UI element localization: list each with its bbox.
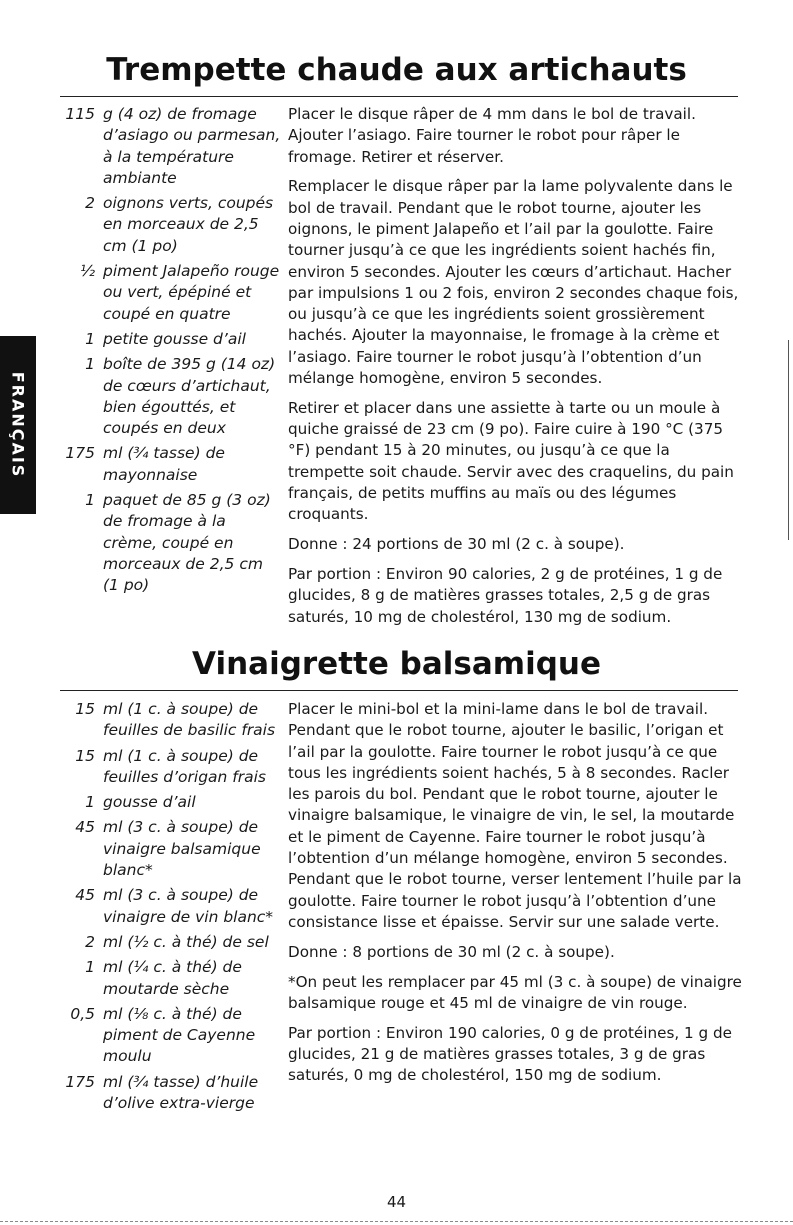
nutrition-text: Par portion : Environ 90 calories, 2 g de protéines, 1 g de glucides, 8 g de matières grasses totales, 2,5 g de gras saturés, 10 mg de cholestérol, 130 mg de sodium. xyxy=(288,564,723,626)
ingredient-item xyxy=(50,193,282,257)
ingredient-quantity: 15 xyxy=(75,746,95,765)
instruction-paragraph: Placer le disque râper de 4 mm dans le bol de travail. Ajouter l’asiago. Faire tourner le robot pour râper le fromage. Retirer et réserver. xyxy=(288,105,696,166)
ingredient-text: g (4 oz) de fromage d’asiago ou parmesan, à la température ambiante xyxy=(103,105,281,187)
page-bottom-divider xyxy=(0,1221,793,1222)
page-number: 44 xyxy=(386,1193,407,1211)
ingredient-item xyxy=(50,354,282,439)
ingredient-text: ml (3 c. à soupe) de vinaigre balsamique blanc* xyxy=(103,818,261,880)
yield-text: Donne : 24 portions de 30 ml (2 c. à soupe). xyxy=(288,535,625,554)
nutrition-text: Par portion : Environ 190 calories, 0 g de protéines, 1 g de glucides, 21 g de matières grasses totales, 3 g de gras saturés, 0 mg de cholestérol, 150 mg de sodium. xyxy=(288,1023,732,1085)
instructions xyxy=(288,104,742,636)
ingredient-item xyxy=(50,490,282,596)
ingredient-list xyxy=(50,104,282,601)
instruction-paragraph: Retirer et placer dans une assiette à tarte ou un moule à quiche graissé de 23 cm (9 po). Faire cuire à 190 °C (375 °F) pendant 15 à 20 minutes, ou jusqu’à ce que la trempette soit chaude. Servir avec des craquelins, du pain français, de petits muffins au maïs ou des légumes croquants. xyxy=(288,398,734,524)
ingredient-text: piment Jalapeño rouge ou vert, épépiné et coupé en quatre xyxy=(103,262,280,323)
ingredient-text: ml (⅛ c. à thé) de piment de Cayenne moulu xyxy=(103,1004,256,1066)
title-divider xyxy=(60,690,738,691)
ingredient-quantity: 1 xyxy=(85,355,95,374)
ingredient-list xyxy=(50,699,282,1118)
margin-line xyxy=(788,340,789,540)
ingredient-text: oignons verts, coupés en morceaux de 2,5 cm (1 po) xyxy=(103,194,274,255)
ingredient-item xyxy=(50,957,282,1000)
ingredient-quantity: 2 xyxy=(85,194,95,213)
instruction-paragraph: Remplacer le disque râper par la lame polyvalente dans le bol de travail. Pendant que le robot tourne, ajouter les oignons, le piment Jalapeño et l’ail par la goulotte. Faire tourner jusqu’à ce que les ingrédients soient hachés fin, environ 5 secondes. Ajouter les cœurs d’artichaut. Hacher par impulsions 1 ou 2 fois, environ 2 secondes chaque fois, ou jusqu’à ce que les ingrédients soient grossièrement hachés. Ajouter la mayonnaise, le fromage à la crème et l’asiago. Faire tourner le robot jusqu’à l’obtention d’un mélange homogène, environ 5 secondes. xyxy=(288,177,739,388)
ingredient-quantity: 115 xyxy=(65,105,95,123)
ingredient-text: ml (¼ c. à thé) de moutarde sèche xyxy=(103,958,242,998)
instructions xyxy=(288,699,742,1095)
ingredient-quantity: 175 xyxy=(65,1072,95,1091)
ingredient-text: ml (1 c. à soupe) de feuilles d’origan frais xyxy=(103,746,266,786)
recipe-title: Vinaigrette balsamique xyxy=(192,646,601,682)
recipe-title: Trempette chaude aux artichauts xyxy=(106,52,687,88)
ingredient-item xyxy=(50,329,282,350)
ingredient-text: ml (1 c. à soupe) de feuilles de basilic frais xyxy=(103,700,276,740)
ingredient-item xyxy=(50,443,282,486)
ingredient-item xyxy=(50,1072,282,1115)
ingredient-item xyxy=(50,699,282,742)
ingredient-quantity: 1 xyxy=(85,329,95,348)
yield-text: Donne : 8 portions de 30 ml (2 c. à soupe). xyxy=(288,942,615,961)
footnote-text: *On peut les remplacer par 45 ml (3 c. à soupe) de vinaigre balsamique rouge et 45 ml de vinaigre de vin rouge. xyxy=(288,972,742,1012)
ingredient-item xyxy=(50,1004,282,1068)
ingredient-text: ml (¾ tasse) d’huile d’olive extra-vierge xyxy=(103,1072,259,1113)
ingredient-quantity: 0,5 xyxy=(70,1004,95,1023)
ingredient-item xyxy=(50,746,282,789)
ingredient-item xyxy=(50,885,282,928)
ingredient-text: paquet de 85 g (3 oz) de fromage à la crème, coupé en morceaux de 2,5 cm (1 po) xyxy=(103,491,271,595)
language-tab-label: FRANÇAIS xyxy=(8,371,28,479)
ingredient-text: boîte de 395 g (14 oz) de cœurs d’artichaut, bien égouttés, et coupés en deux xyxy=(103,355,276,438)
ingredient-quantity: 1 xyxy=(85,958,95,977)
ingredient-quantity: 2 xyxy=(85,932,95,951)
ingredient-item xyxy=(50,261,282,325)
ingredient-item xyxy=(50,792,282,813)
ingredient-quantity: 15 xyxy=(75,700,95,718)
ingredient-item xyxy=(50,817,282,881)
ingredient-text: ml (½ c. à thé) de sel xyxy=(103,932,269,951)
ingredient-item xyxy=(50,104,282,189)
language-tab xyxy=(0,336,36,514)
ingredient-quantity: 1 xyxy=(85,793,95,812)
ingredient-quantity: 175 xyxy=(65,444,95,463)
ingredient-text: ml (¾ tasse) de mayonnaise xyxy=(103,444,225,484)
instruction-paragraph: Placer le mini-bol et la mini-lame dans le bol de travail. Pendant que le robot tourne, ajouter le basilic, l’origan et l’ail par la goulotte. Faire tourner le robot jusqu’à ce que tous les ingrédients soient hachés, 5 à 8 secondes. Racler les parois du bol. Pendant que le robot tourne, ajouter le vinaigre balsamique, le vinaigre de vin, le sel, la moutarde et le piment de Cayenne. Faire tourner le robot jusqu’à l’obtention d’un mélange homogène, environ 5 secondes. Pendant que le robot tourne, verser lentement l’huile par la goulotte. Faire tourner le robot jusqu’à l’obtention d’une consistance lisse et épaisse. Servir sur une salade verte. xyxy=(288,700,742,931)
ingredient-item xyxy=(50,932,282,953)
ingredient-quantity: ½ xyxy=(79,262,95,281)
ingredient-quantity: 45 xyxy=(75,886,95,905)
ingredient-quantity: 45 xyxy=(75,818,95,837)
title-divider xyxy=(60,96,738,97)
ingredient-text: gousse d’ail xyxy=(103,793,196,812)
ingredient-quantity: 1 xyxy=(85,491,95,510)
ingredient-text: ml (3 c. à soupe) de vinaigre de vin blanc* xyxy=(103,886,274,926)
ingredient-text: petite gousse d’ail xyxy=(103,329,246,348)
